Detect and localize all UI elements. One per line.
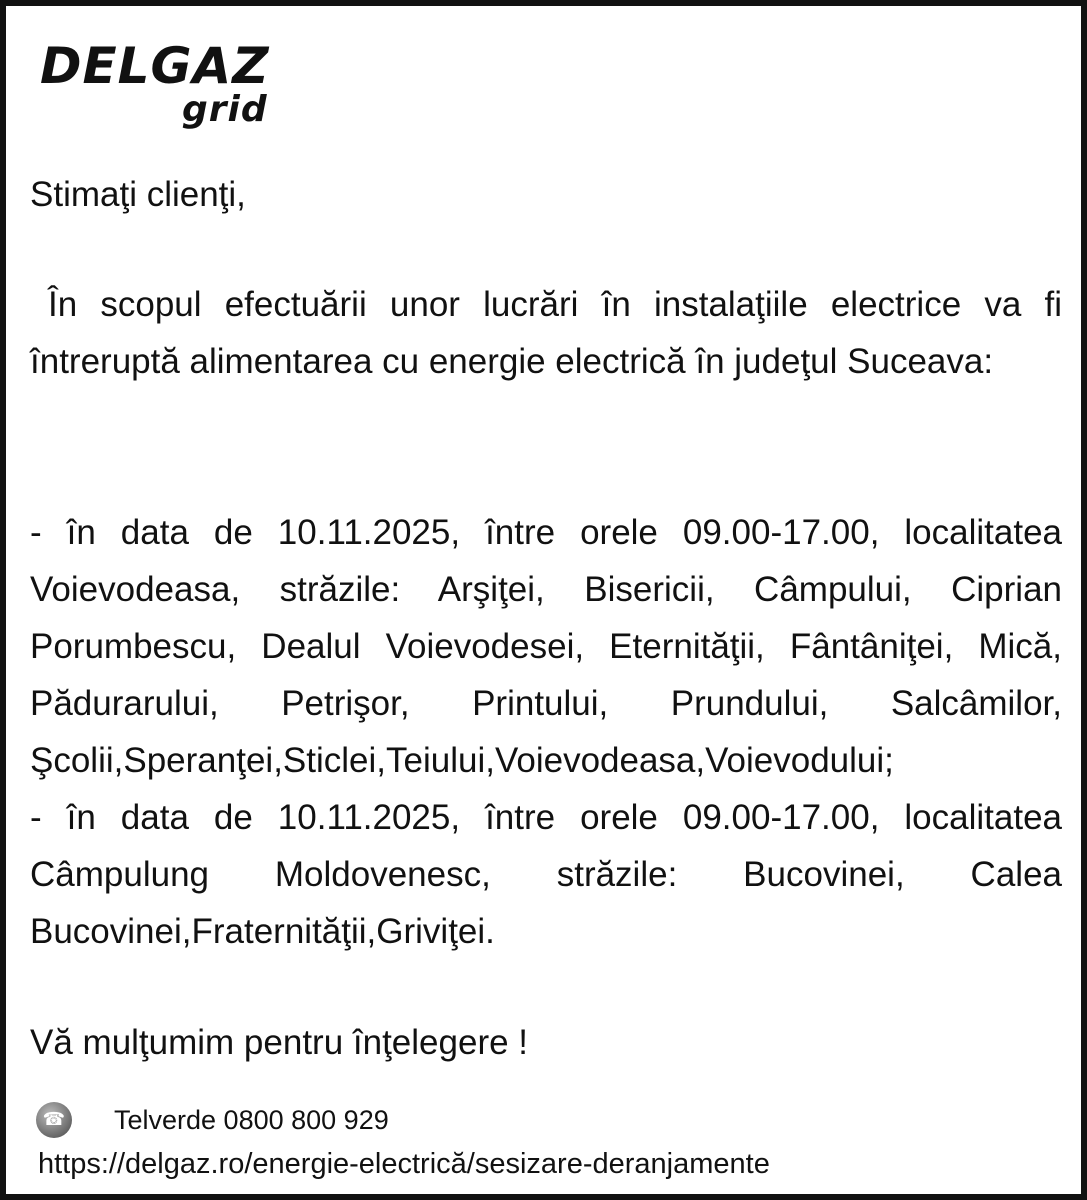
intro-paragraph: În scopul efectuării unor lucrări în instalaţiile electrice va fi întreruptă alimentarea cu energie electrică în judeţul Suceava: bbox=[30, 285, 1062, 381]
logo-wordmark: DELGAZ bbox=[40, 37, 270, 95]
report-url[interactable]: https://delgaz.ro/energie-electrică/sesizare-deranjamente bbox=[38, 1148, 770, 1180]
telephone-icon: ☎ bbox=[36, 1102, 72, 1138]
outage-item-voievodeasa: - în data de 10.11.2025, între orele 09.00-17.00, localitatea Voievodeasa, străzile: Arşiţei, Bisericii, Câmpului, Ciprian Porumbescu, Dealul Voievodesei, Eternităţii, Fântâniţei, Mică, Pădurarului, Petrişor, Printului, Prundului, Salcâmilor, Şcolii,Speranţei,Sticlei,Teiului,Voievodeasa,Voievodului; bbox=[30, 513, 1062, 780]
closing-text: Vă mulţumim pentru înţelegere ! bbox=[30, 1023, 529, 1062]
greeting: Stimaţi clienţi, bbox=[30, 175, 246, 214]
outage-item-campulung: - în data de 10.11.2025, între orele 09.00-17.00, localitatea Câmpulung Moldovenesc, străzile: Bucovinei, Calea Bucovinei,Fraternităţii,Griviţei. bbox=[30, 798, 1062, 951]
delgaz-grid-logo bbox=[40, 36, 290, 136]
phone-number: Telverde 0800 800 929 bbox=[114, 1104, 389, 1135]
logo-subtitle: grid bbox=[182, 89, 268, 130]
phone-line bbox=[36, 1100, 389, 1140]
